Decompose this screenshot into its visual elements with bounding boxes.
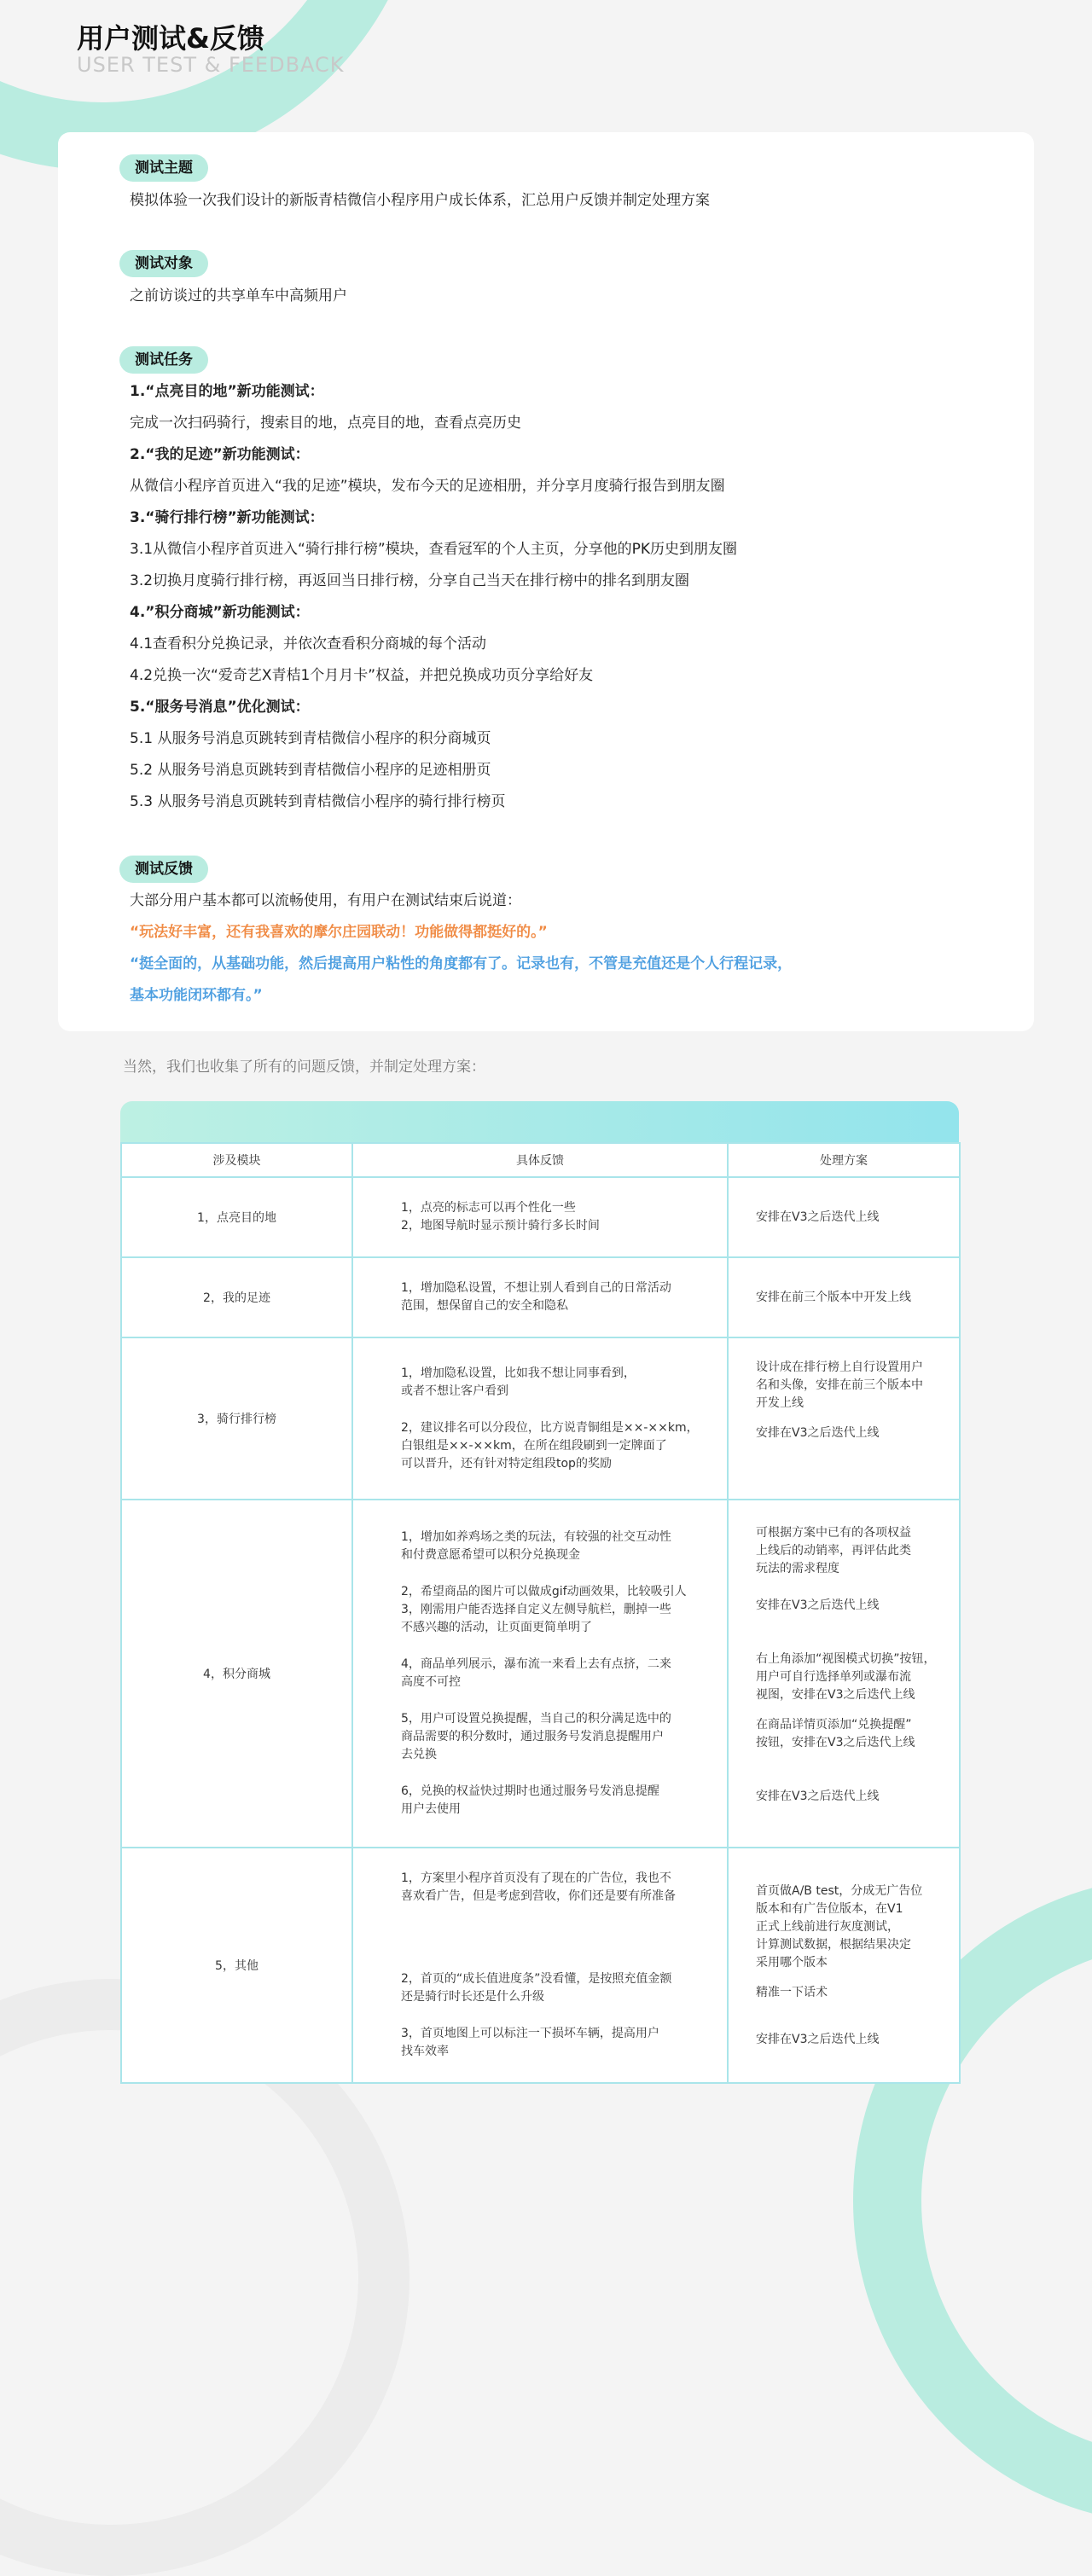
table-header-row: [121, 1143, 960, 1177]
solution-line: 计算测试数据，根据结果决定: [756, 1937, 911, 1952]
module-cell: 5，其他: [121, 1848, 352, 2083]
task-line: 5.2 从服务号消息页跳转到青桔微信小程序的足迹相册页: [130, 762, 491, 779]
topic-text: 模拟体验一次我们设计的新版青桔微信小程序用户成长体系，汇总用户反馈并制定处理方案: [130, 192, 710, 209]
solution-cell: [728, 1257, 960, 1337]
feedback-line: 5，用户可设置兑换提醒，当自己的积分满足选中的: [401, 1712, 671, 1726]
solution-line: 安排在前三个版本中开发上线: [756, 1290, 911, 1304]
solution-line: 设计成在排行榜上自行设置用户: [756, 1361, 923, 1374]
feedback-cell: [352, 1257, 728, 1337]
task-line: 完成一次扫码骑行，搜索目的地，点亮目的地，查看点亮历史: [130, 415, 521, 432]
module-cell: 1，点亮目的地: [121, 1177, 352, 1257]
task-line: 2.“我的足迹”新功能测试：: [130, 446, 310, 463]
feedback-line: 2，希望商品的图片可以做成gif动画效果，比较吸引人: [401, 1585, 687, 1598]
section-label: 测试反馈: [119, 856, 208, 883]
feedback-line: 2，首页的“成长值进度条”没看懂，是按照充值金额: [401, 1972, 672, 1986]
feedback-line: 不感兴趣的活动，让页面更简单明了: [401, 1621, 592, 1634]
solution-line: 首页做A/B test，分成无广告位: [756, 1883, 923, 1898]
column-header: 具体反馈: [352, 1143, 728, 1177]
feedback-line: 3，首页地图上可以标注一下损坏车辆，提高用户: [401, 2027, 659, 2040]
feedback-line: 6，兑换的权益快过期时也通过服务号发消息提醒: [401, 1784, 659, 1798]
section-feedback: [119, 856, 1007, 1012]
solution-line: 正式上线前进行灰度测试，: [756, 1919, 899, 1934]
task-line: 5.“服务号消息”优化测试：: [130, 699, 310, 716]
feedback-line: 1，增加隐私设置，比如我不想让同事看到，: [401, 1366, 636, 1380]
column-header: 涉及模块: [121, 1143, 352, 1177]
feedback-cell: [352, 1177, 728, 1257]
solution-line: 开发上线: [756, 1396, 804, 1410]
solution-line: 安排在V3之后迭代上线: [756, 1210, 880, 1224]
table-header-bar: [120, 1101, 959, 1142]
feedback-line: 白银组是××-××km，在所在组段刷到一定牌面了: [401, 1438, 667, 1453]
feedback-line: 1，增加隐私设置，不想让别人看到自己的日常活动: [401, 1281, 671, 1295]
module-cell: 3，骑行排行榜: [121, 1337, 352, 1500]
feedback-line: 去兑换: [401, 1748, 437, 1761]
solution-line: 版本和有广告位版本，在V1: [756, 1901, 903, 1916]
feedback-cell: [352, 1500, 728, 1848]
user-quote: 基本功能闭环都有。”: [130, 987, 263, 1004]
section-label: 测试对象: [119, 250, 208, 277]
section-label: 测试主题: [119, 154, 208, 182]
feedback-line: 范围，想保留自己的安全和隐私: [401, 1299, 568, 1313]
solution-line: 玩法的需求程度: [756, 1562, 839, 1575]
feedback-line: 高度不可控: [401, 1675, 461, 1689]
solution-line: 在商品详情页添加“兑换提醒”: [756, 1718, 912, 1732]
task-line: 3.2切换月度骑行排行榜，再返回当日排行榜，分享自己当天在排行榜中的排名到朋友圈: [130, 572, 690, 589]
feedback-line: 4，商品单列展示，瀑布流一来看上去有点挤，二来: [401, 1657, 671, 1671]
section-target: [119, 250, 1007, 312]
feedback-line: 或者不想让客户看到: [401, 1384, 508, 1398]
task-line: 4.2兑换一次“爱奇艺X青桔1个月月卡”权益，并把兑换成功页分享给好友: [130, 667, 594, 684]
feedback-line: 还是骑行时长还是什么升级: [401, 1990, 544, 2004]
task-line: 3.“骑行排行榜”新功能测试：: [130, 509, 324, 526]
task-line: 1.“点亮目的地”新功能测试：: [130, 383, 324, 400]
feedback-line: 商品需要的积分数时，通过服务号发消息提醒用户: [401, 1730, 664, 1743]
task-list: [119, 376, 1007, 818]
table-row: [121, 1848, 960, 2083]
module-cell: 4，积分商城: [121, 1500, 352, 1848]
solution-cell: [728, 1848, 960, 2083]
solution-line: 按钮，安排在V3之后迭代上线: [756, 1736, 915, 1749]
feedback-line: 和付费意愿希望可以积分兑换现金: [401, 1548, 580, 1562]
solution-cell: [728, 1337, 960, 1500]
section-tasks: [119, 346, 1007, 818]
task-line: 3.1从微信小程序首页进入“骑行排行榜”模块，查看冠军的个人主页，分享他的PK历史到朋友圈: [130, 541, 738, 558]
feedback-cell: [352, 1337, 728, 1500]
user-quote: “挺全面的，从基础功能，然后提高用户粘性的角度都有了。记录也有，不管是充值还是个人行程记录，: [130, 955, 793, 972]
task-line: 4.”积分商城”新功能测试：: [130, 604, 310, 621]
feedback-line: 喜欢看广告，但是考虑到营收，你们还是要有所准备: [401, 1889, 676, 1903]
column-header: 处理方案: [728, 1143, 960, 1177]
feedback-cell: [352, 1848, 728, 2083]
solution-line: 名和头像，安排在前三个版本中: [756, 1378, 923, 1392]
solution-line: 用户可自行选择单列或瀑布流: [756, 1670, 911, 1684]
table-row: [121, 1257, 960, 1337]
solution-line: 采用哪个版本: [756, 1955, 828, 1970]
target-text: 之前访谈过的共享单车中高频用户: [130, 287, 347, 305]
test-info-card: [58, 132, 1034, 1031]
task-line: 5.3 从服务号消息页跳转到青桔微信小程序的骑行排行榜页: [130, 793, 506, 810]
feedback-intro: 大部分用户基本都可以流畅使用，有用户在测试结束后说道：: [130, 892, 521, 909]
table-row: [121, 1177, 960, 1257]
solution-line: 视图，安排在V3之后迭代上线: [756, 1688, 915, 1702]
table-row: [121, 1337, 960, 1500]
module-cell: 2，我的足迹: [121, 1257, 352, 1337]
feedback-line: 1，增加如养鸡场之类的玩法，有较强的社交互动性: [401, 1530, 671, 1544]
feedback-line: 1，点亮的标志可以再个性化一些: [401, 1201, 576, 1215]
feedback-line: 找车效率: [401, 2045, 449, 2058]
feedback-line: 3，刚需用户能否选择自定义左侧导航栏，删掉一些: [401, 1603, 671, 1616]
solution-cell: [728, 1177, 960, 1257]
feedback-line: 1，方案里小程序首页没有了现在的广告位，我也不: [401, 1871, 671, 1885]
feedback-line: 2，建议排名可以分段位，比方说青铜组是××-××km，: [401, 1420, 699, 1435]
summary-text: 当然，我们也收集了所有的问题反馈，并制定处理方案：: [123, 1059, 485, 1076]
section-label: 测试任务: [119, 346, 208, 374]
solution-line: 右上角添加“视图模式切换”按钮，: [756, 1652, 936, 1666]
task-line: 5.1 从服务号消息页跳转到青桔微信小程序的积分商城页: [130, 730, 491, 747]
task-line: 4.1查看积分兑换记录，并依次查看积分商城的每个活动: [130, 635, 487, 653]
solution-line: 安排在V3之后迭代上线: [756, 1426, 880, 1440]
feedback-line: 2，地图导航时显示预计骑行多长时间: [401, 1219, 600, 1233]
page-title: 用户测试&反馈: [77, 22, 264, 55]
solution-cell: [728, 1500, 960, 1848]
feedback-line: 可以晋升，还有针对特定组段top的奖励: [401, 1456, 612, 1471]
task-line: 从微信小程序首页进入“我的足迹”模块，发布今天的足迹相册，并分享月度骑行报告到朋友圈: [130, 478, 725, 495]
solution-line: 精准一下话术: [756, 1985, 828, 1999]
feedback-line: 用户去使用: [401, 1802, 461, 1816]
solution-line: 安排在V3之后迭代上线: [756, 2032, 880, 2046]
solution-line: 安排在V3之后迭代上线: [756, 1598, 880, 1612]
solution-line: 可根据方案中已有的各项权益: [756, 1526, 911, 1540]
feedback-table: [120, 1142, 961, 2084]
page-subtitle: USER TEST & FEEDBACK: [77, 53, 345, 77]
solution-line: 上线后的动销率，再评估此类: [756, 1544, 911, 1558]
feedback-content: [119, 885, 1007, 1012]
section-topic: [119, 154, 1007, 217]
solution-line: 安排在V3之后迭代上线: [756, 1790, 880, 1803]
table-row: [121, 1500, 960, 1848]
user-quote: “玩法好丰富，还有我喜欢的摩尔庄园联动！功能做得都挺好的。”: [130, 924, 548, 941]
